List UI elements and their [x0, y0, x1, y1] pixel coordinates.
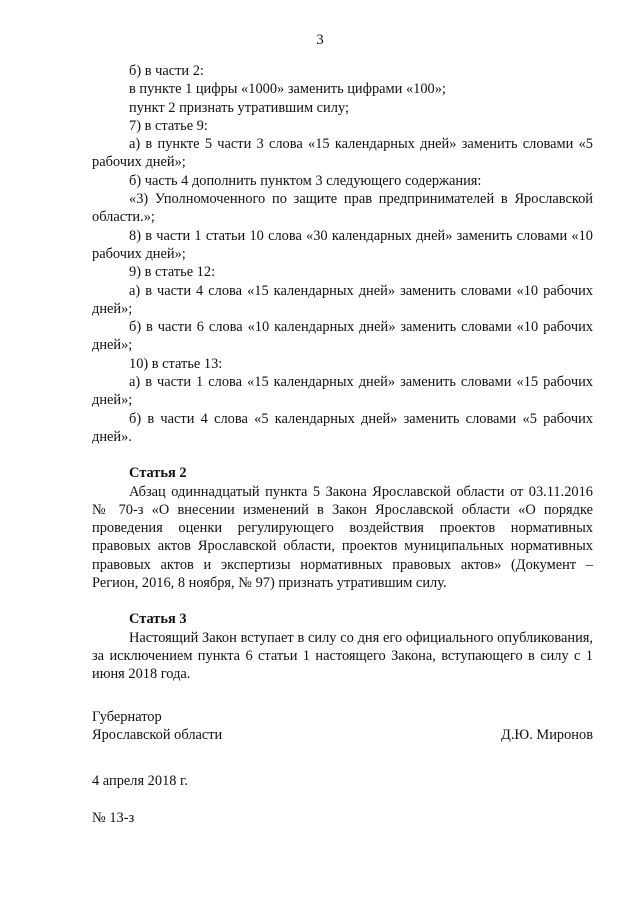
paragraph: «3) Уполномоченного по защите прав предпринимателей в Ярославской области.»; [92, 191, 593, 226]
signer-position-line2: Ярославской области [92, 727, 223, 744]
paragraph: пункт 2 признать утратившим силу; [129, 99, 349, 116]
signer-name: Д.Ю. Миронов [501, 727, 593, 744]
paragraph: 9) в статье 12: [129, 264, 216, 281]
page-number: 3 [316, 32, 324, 48]
paragraph: а) в пункте 5 части 3 слова «15 календарных дней» заменить словами «5 рабочих дней»; [92, 136, 593, 171]
paragraph: б) в части 6 слова «10 календарных дней» заменить словами «10 рабочих дней»; [92, 319, 593, 354]
article-3-heading: Статья 3 [129, 611, 187, 628]
article-2-heading: Статья 2 [129, 465, 187, 482]
paragraph: б) часть 4 дополнить пунктом 3 следующего содержания: [129, 172, 482, 189]
paragraph: а) в части 4 слова «15 календарных дней» заменить словами «10 рабочих дней»; [92, 282, 593, 317]
signature-row [92, 726, 593, 744]
paragraph: 10) в статье 13: [129, 355, 223, 372]
paragraph: б) в части 2: [129, 63, 204, 79]
document-body [92, 62, 593, 684]
article-2-text: Абзац одиннадцатый пункта 5 Закона Ярославской области от 03.11.2016 № 70-з «О внесении изменений в Закон Ярославской области «О порядке проведения оценки регулирующего воздействия проектов нормативных правовых актов Ярославской области, проектов муниципальных нормативных правовых актов и экспертизы нормативных правовых актов» (Документ – Регион, 2016, 8 ноября, № 97) признать утратившим силу. [92, 483, 593, 592]
paragraph: в пункте 1 цифры «1000» заменить цифрами «100»; [129, 81, 446, 98]
paragraph: 8) в части 1 статьи 10 слова «30 календарных дней» заменить словами «10 рабочих дней»; [92, 227, 593, 262]
signing-date: 4 апреля 2018 г. [92, 773, 188, 789]
paragraph: б) в части 4 слова «5 календарных дней» заменить словами «5 рабочих дней». [92, 410, 593, 445]
signature-block [92, 708, 593, 745]
paragraph: а) в части 1 слова «15 календарных дней» заменить словами «15 рабочих дней»; [92, 374, 593, 409]
article-3-text: Настоящий Закон вступает в силу со дня его официального опубликования, за исключением пункта 6 статьи 1 настоящего Закона, вступающего в силу с 1 июня 2018 года. [92, 629, 593, 683]
law-number: № 13-з [92, 810, 135, 826]
paragraph: 7) в статье 9: [129, 117, 208, 134]
signer-position-line1: Губернатор [92, 709, 162, 725]
